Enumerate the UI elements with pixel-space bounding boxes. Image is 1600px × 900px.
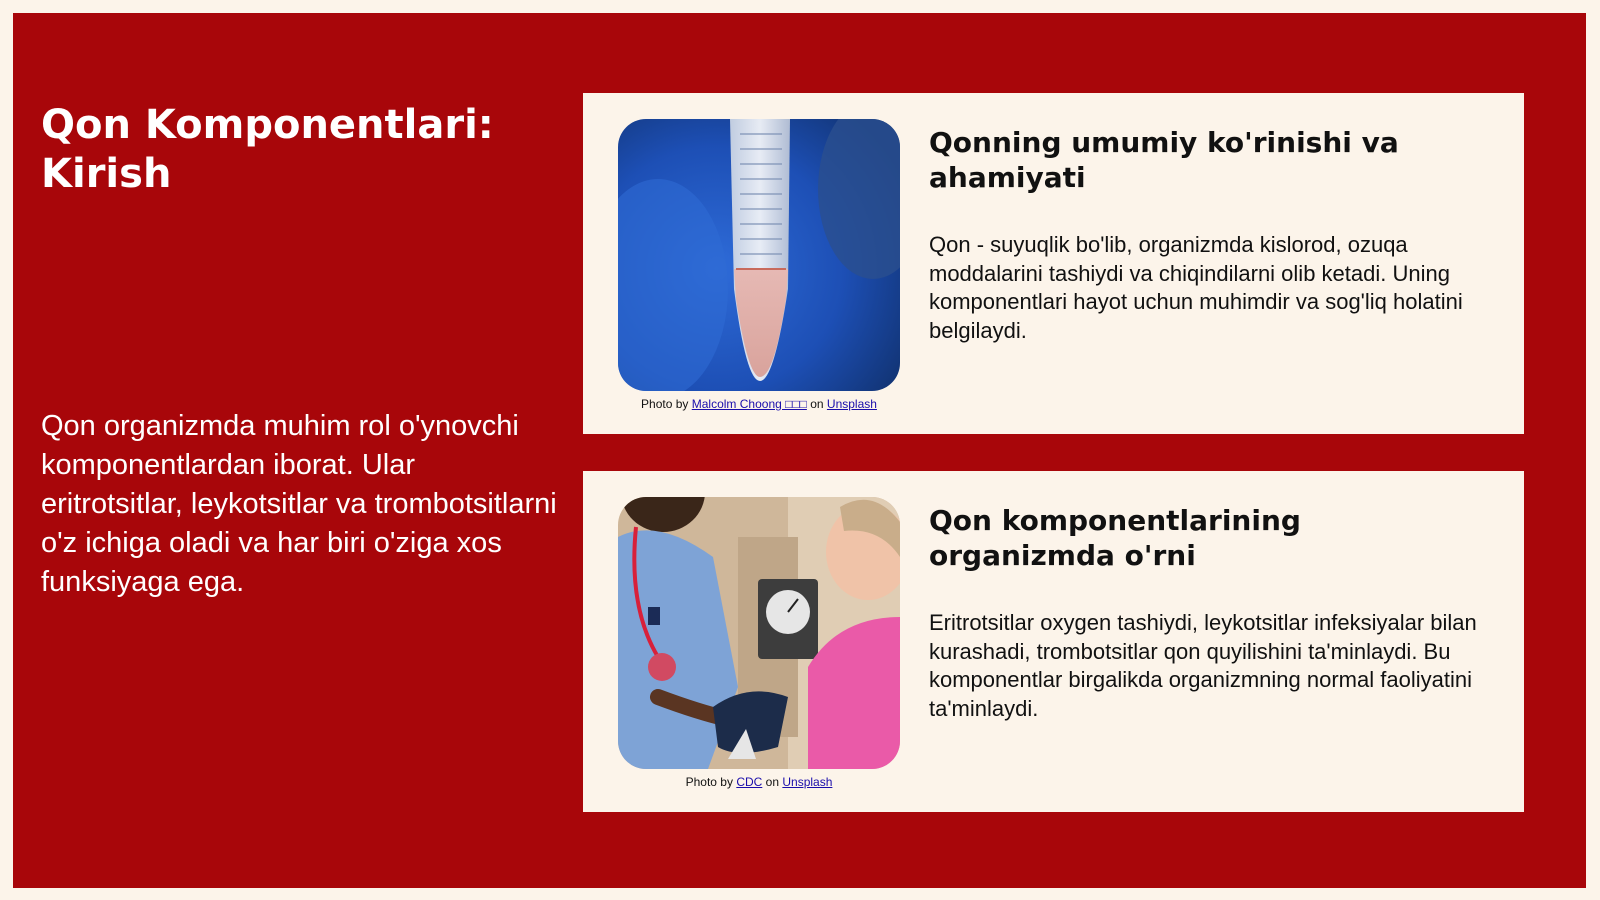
card-heading: Qonning umumiy ko'rinishi va ahamiyati	[929, 126, 1399, 194]
photographer-link[interactable]: CDC	[736, 775, 763, 789]
photographer-link[interactable]: Malcolm Choong □□□	[691, 397, 807, 411]
unsplash-link[interactable]: Unsplash	[826, 397, 877, 411]
credit-middle: on	[810, 397, 824, 411]
info-card-overview	[583, 93, 1524, 434]
card-heading: Qon komponentlarining organizmda o'rni	[929, 504, 1301, 572]
slide-intro-text: Qon organizmda muhim rol o'ynovchi komponentlardan iborat. Ular eritrotsitlar, leykotsitlar va trombotsitlarni o'z ichiga oladi va har biri o'ziga xos funksiyaga ega.	[41, 410, 557, 598]
unsplash-link[interactable]: Unsplash	[782, 775, 833, 789]
credit-middle: on	[765, 775, 780, 789]
credit-prefix: Photo by	[641, 397, 689, 411]
blood-pressure-photo	[618, 497, 900, 769]
slide-title: Qon Komponentlari: Kirish	[41, 102, 494, 197]
card-body-text: Eritrotsitlar oxygen tashiydi, leykotsitlar infeksiyalar bilan kurashadi, trombotsitlar qon quyilishini ta'minlaydi. Bu komponentlar birgalikda organizmning normal faoliyatini ta'minlaydi.	[929, 610, 1477, 721]
credit-prefix: Photo by	[685, 775, 733, 789]
photo-credit	[618, 775, 900, 789]
test-tube-photo	[618, 119, 900, 391]
slide	[13, 13, 1586, 888]
info-card-components-role	[583, 471, 1524, 812]
photo-credit	[618, 397, 900, 411]
card-body-text: Qon - suyuqlik bo'lib, organizmda kislorod, ozuqa moddalarini tashiydi va chiqindilarni olib ketadi. Uning komponentlari hayot uchun muhimdir va sog'liq holatini belgilaydi.	[929, 232, 1463, 343]
